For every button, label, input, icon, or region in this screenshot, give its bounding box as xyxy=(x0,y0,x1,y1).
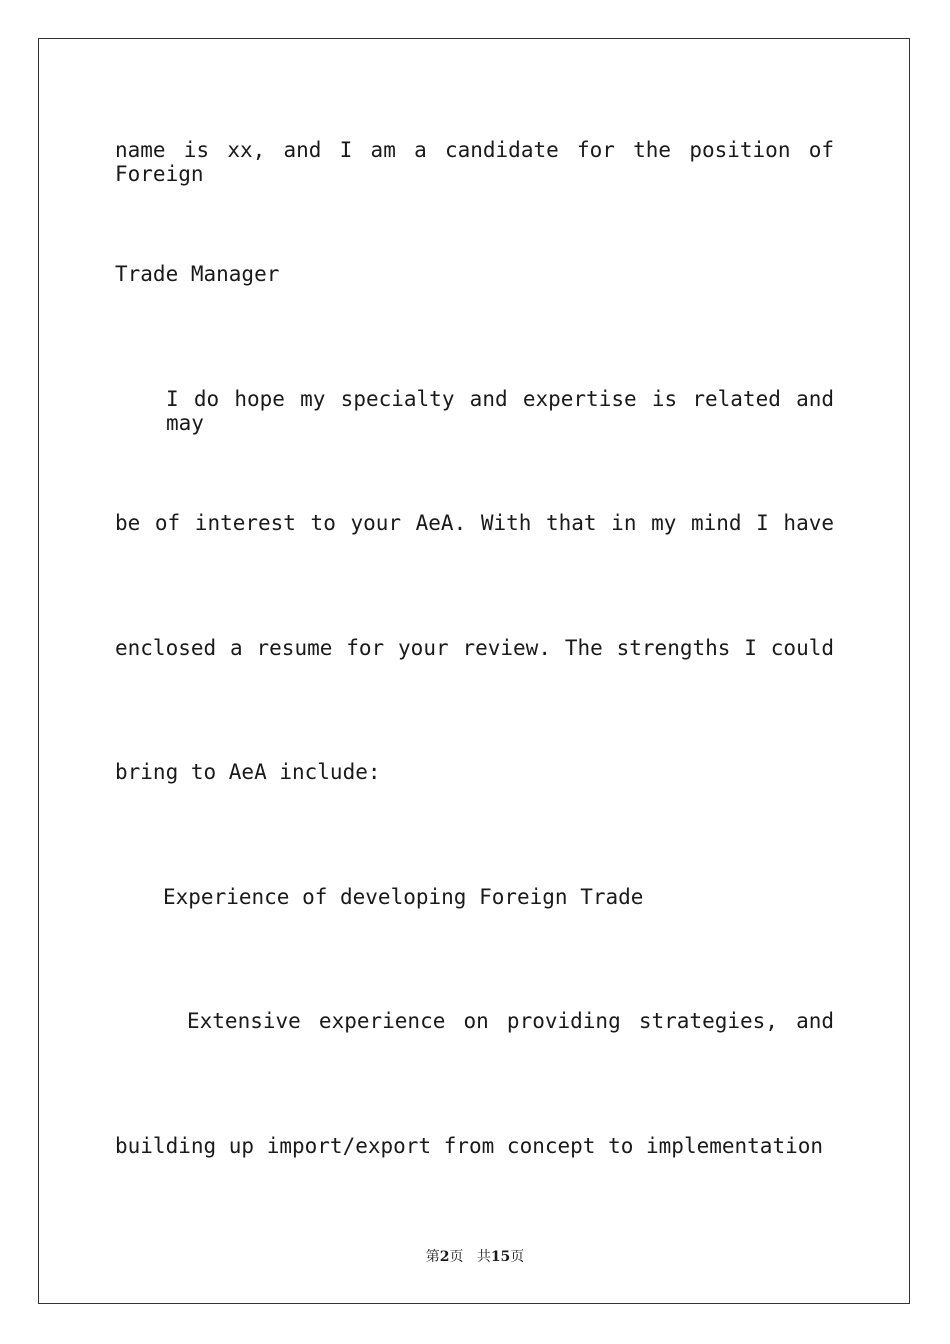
body-line-7: Experience of developing Foreign Trade xyxy=(163,885,644,909)
body-line-5: enclosed a resume for your review. The strengths I could xyxy=(115,636,834,660)
body-line-6: bring to AeA include: xyxy=(115,760,381,784)
footer-page-number: 2 xyxy=(439,1249,450,1265)
body-line-8: Extensive experience on providing strategies, and xyxy=(187,1009,834,1033)
body-line-2: Trade Manager xyxy=(115,262,280,286)
footer-page-suffix: 页 xyxy=(449,1249,464,1265)
footer-total-suffix: 页 xyxy=(510,1249,525,1265)
footer-total-prefix: 共 xyxy=(476,1249,491,1265)
page-frame xyxy=(38,38,910,1304)
body-line-3: I do hope my specialty and expertise is related and may xyxy=(166,387,834,435)
body-line-1: name is xx, and I am a candidate for the position of Foreign xyxy=(115,138,834,186)
body-line-9: building up import/export from concept to implementation xyxy=(115,1134,824,1158)
footer-total-pages: 15 xyxy=(490,1249,511,1265)
body-line-4: be of interest to your AeA. With that in my mind I have xyxy=(115,511,834,535)
footer-page-prefix: 第 xyxy=(425,1249,440,1265)
page-footer xyxy=(0,1246,950,1266)
